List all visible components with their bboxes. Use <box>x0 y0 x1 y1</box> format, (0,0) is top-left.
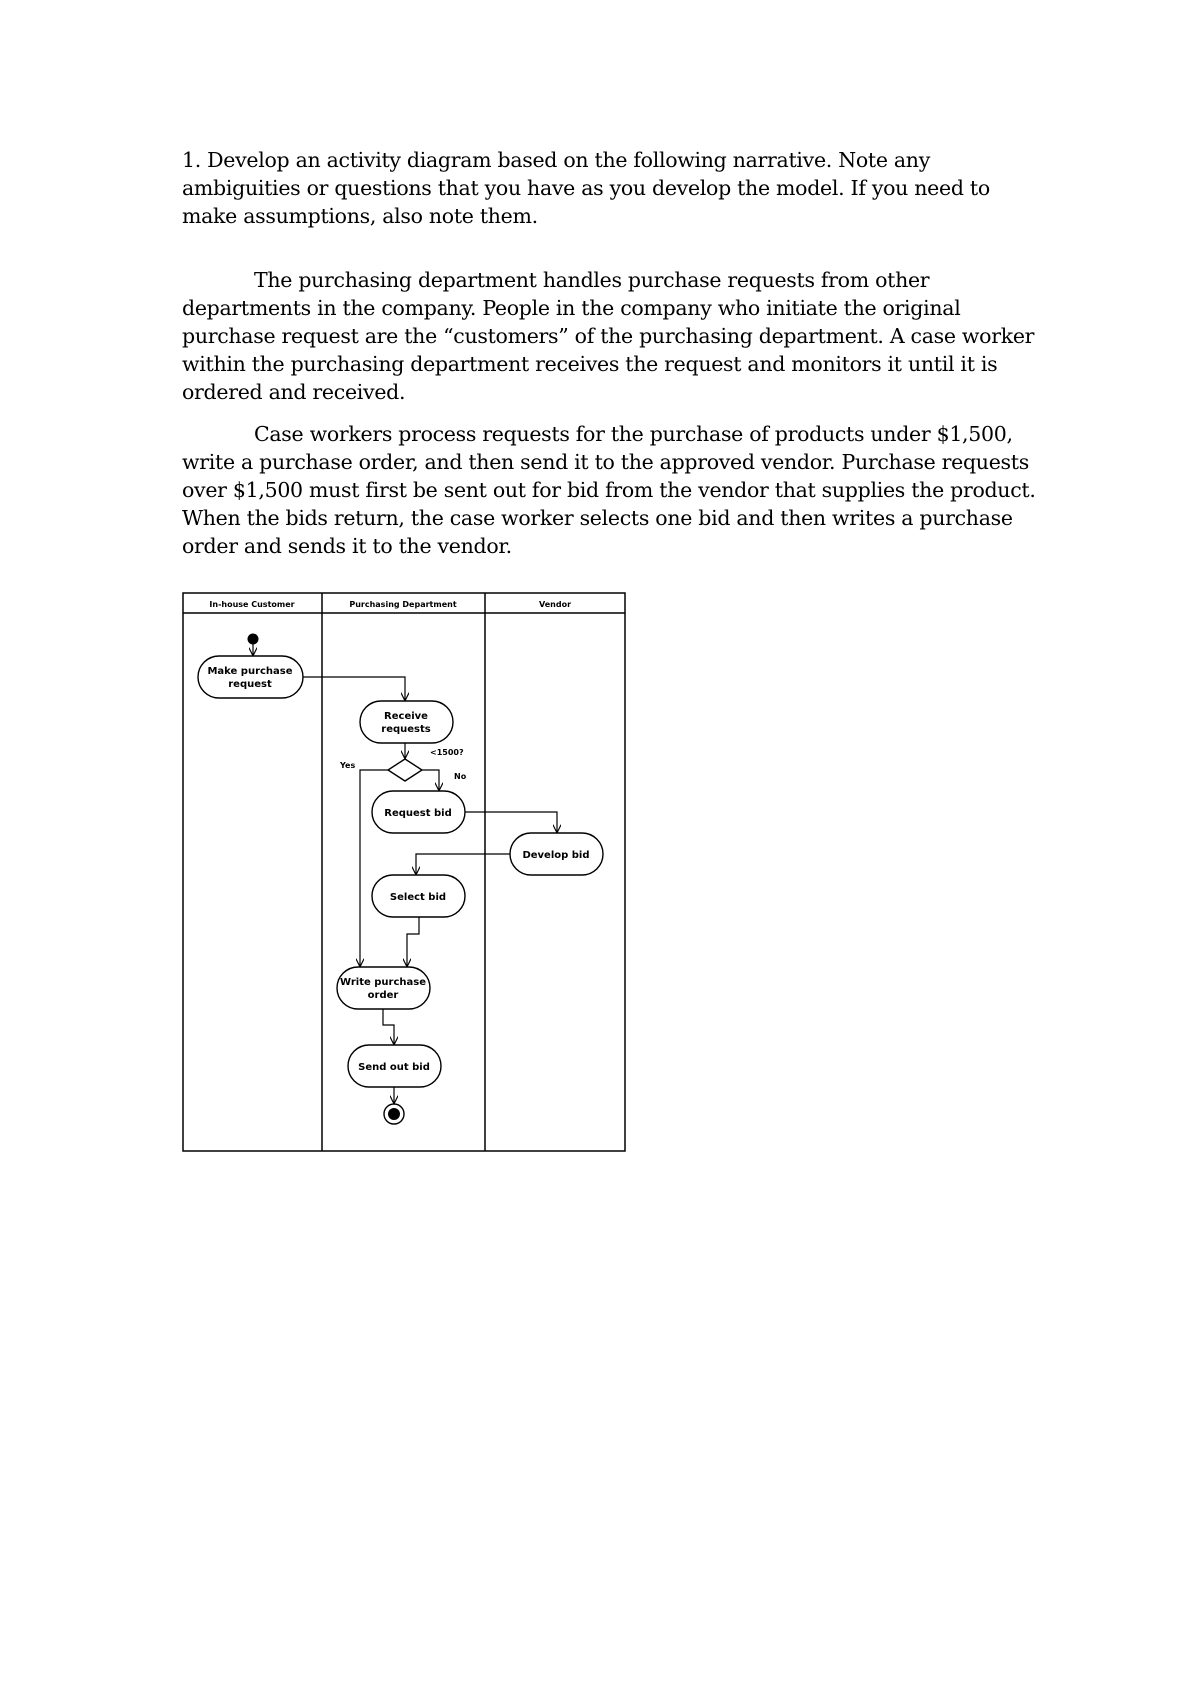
activity-request-bid-label: Request bid <box>384 808 452 819</box>
activity-make-purchase-request-line2: request <box>228 679 272 690</box>
activity-make-purchase-request <box>198 656 303 698</box>
flow-request-to-receive <box>303 677 405 700</box>
flow-write-po-to-send-out-bid <box>383 1009 394 1044</box>
activity-diagram-svg <box>182 592 626 1152</box>
activity-receive-requests-line2: requests <box>381 724 431 735</box>
activity-select-bid-label: Select bid <box>389 892 447 903</box>
flow-request-bid-to-develop-bid <box>465 812 557 832</box>
decision-no-label: No <box>454 772 467 781</box>
activity-diagram <box>182 592 626 1152</box>
question-paragraph: 1. Develop an activity diagram based on the following narrative. Note any ambiguities or questions that you have as you develop the model. If you need to make assumptions, also note them. <box>182 148 990 228</box>
activity-write-purchase-order-line2: order <box>367 990 399 1001</box>
swimlane-header-purchasing: Purchasing Department <box>349 600 457 609</box>
decision-yes-label: Yes <box>340 761 356 770</box>
start-node <box>248 634 259 645</box>
activity-develop-bid-label: Develop bid <box>522 850 590 861</box>
flow-select-bid-to-write-po <box>407 917 419 966</box>
activity-write-purchase-order-line1: Write purchase <box>340 977 426 988</box>
activity-make-purchase-request-line1: Make purchase <box>207 666 293 677</box>
swimlane-header-customer: In-house Customer <box>209 600 295 609</box>
narrative-paragraph-1 <box>182 266 1042 406</box>
activity-receive-requests <box>360 701 453 743</box>
decision-condition-label: <1500? <box>430 748 464 757</box>
narrative-paragraph-2 <box>182 420 1042 560</box>
narrative-text-2: Case workers process requests for the purchase of products under $1,500, write a purchase order, and then send it to the approved vendor. Purchase requests over $1,500 must first be sent out for bid from the vendor that supplies the product. When the bids return, the case worker selects one bid and then writes a purchase order and sends it to the vendor. <box>182 422 1036 558</box>
activity-receive-requests-line1: Receive <box>384 711 428 722</box>
decision-node <box>388 759 422 781</box>
swimlane-header-vendor: Vendor <box>538 600 572 609</box>
question-text <box>182 146 1042 230</box>
end-node-inner <box>388 1108 400 1120</box>
narrative-text-1: The purchasing department handles purchase requests from other departments in the company. People in the company who initiate the original purchase request are the “customers” of the purchasing department. A case worker within the purchasing department receives the request and monitors it until it is ordered and received. <box>182 268 1035 404</box>
flow-develop-bid-to-select-bid <box>416 854 510 874</box>
flow-no-to-request-bid <box>422 770 439 790</box>
activity-send-out-bid-label: Send out bid <box>358 1062 430 1073</box>
activity-write-purchase-order <box>337 967 430 1009</box>
